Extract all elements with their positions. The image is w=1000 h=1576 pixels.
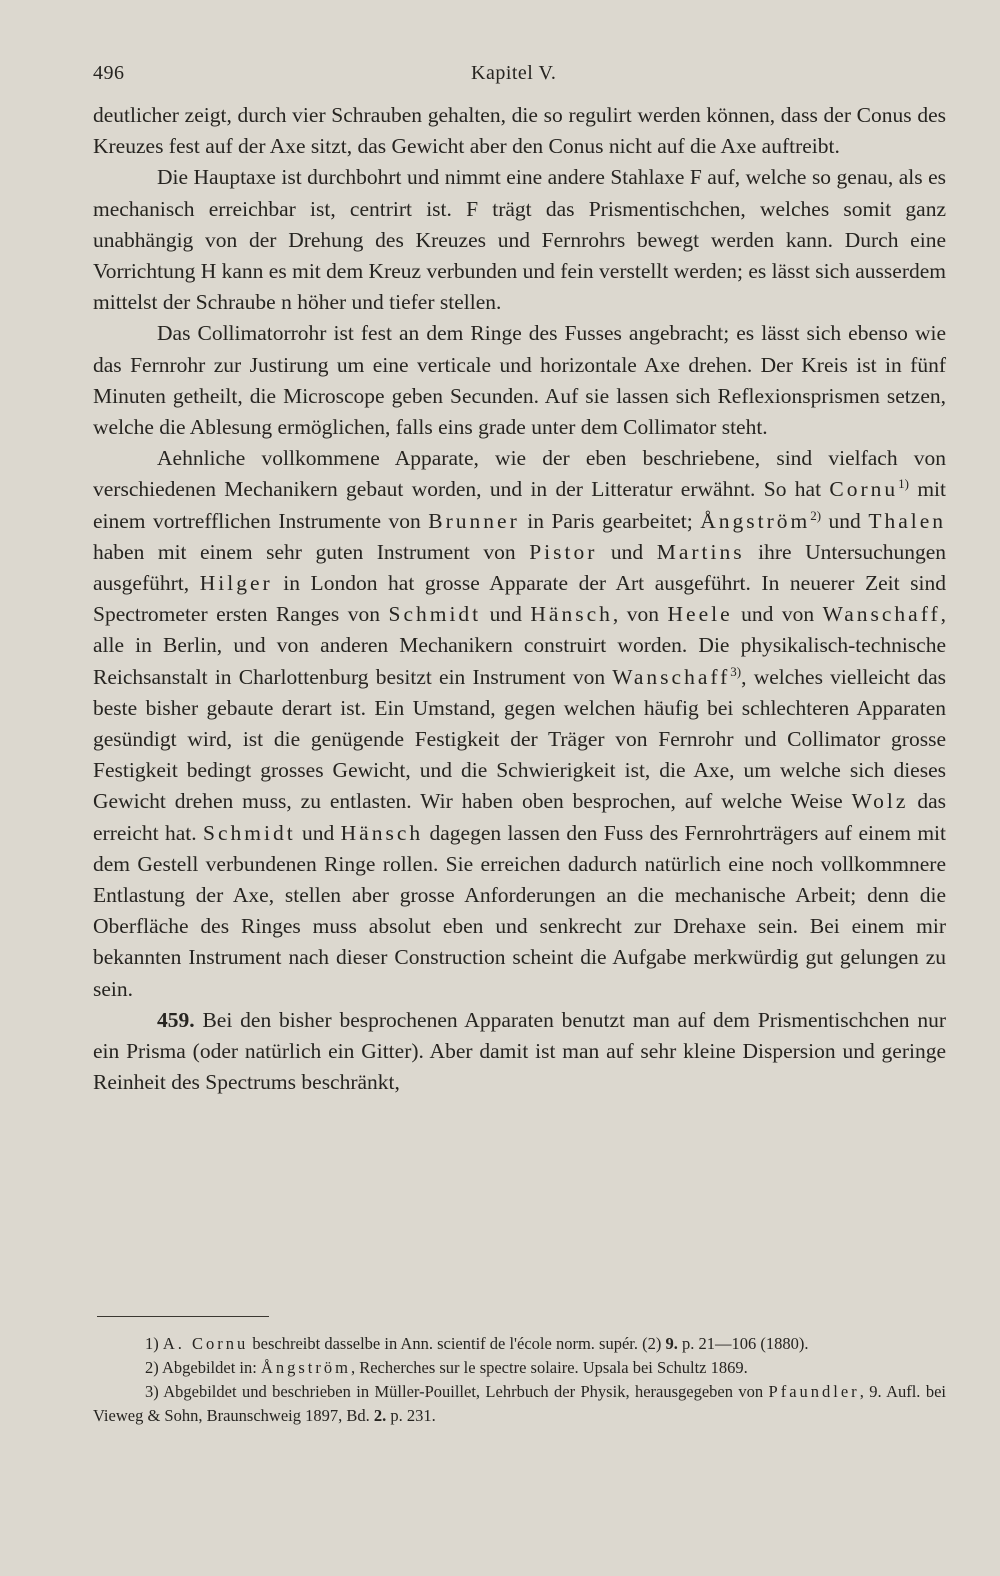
footnote-divider (97, 1316, 269, 1317)
footnote-mark: 1) (145, 1334, 159, 1353)
text-run: in Paris gearbeitet; (519, 508, 701, 533)
text-run: mit einem vortrefflichen Instrumente von (93, 477, 947, 533)
footnote-mark: 2) (145, 1358, 159, 1377)
text-run: dagegen lassen den Fuss des Fernrohrträgers auf einem mit dem Gestell verbundenen Ringe rollen. Sie erreichen dadurch natürlich eine noch vollkommnere Entlastung der Axe, stellen aber grosse Anforderungen an die mechanische Arbeit; denn die Oberfläche des Ringes muss absolut eben und senkrecht zur Drehaxe sein. Bei einem mir bekannten Instrument nach dieser Construction scheint die Aufgabe merkwürdig gut gelungen zu sein. (93, 820, 946, 1001)
text-run: Abgebildet in: (158, 1358, 261, 1377)
page-header (93, 56, 943, 90)
footnote-mark: 3) (145, 1382, 159, 1401)
person-name: Hänsch (530, 602, 613, 627)
text-run: p. 21—106 (1880). (677, 1334, 809, 1353)
footnote-ref: 2) (810, 507, 822, 523)
text-run: und (597, 539, 657, 564)
paragraph-5 (93, 1005, 946, 1099)
person-name: Schmidt (388, 602, 482, 627)
text-run: , Recherches sur le spectre solaire. Upsala bei Schultz 1869. (350, 1358, 748, 1377)
text-run: Abgebildet und beschrieben in Müller-Pouillet, Lehrbuch der Physik, herausgegeben von (158, 1382, 769, 1401)
text-run: , 9. Aufl. bei Vieweg & Sohn, Braunschweig 1897, Bd. (93, 1382, 946, 1425)
text-run: das erreicht hat. (93, 789, 946, 845)
footnote-3 (93, 1380, 946, 1428)
person-name: Pistor (529, 539, 598, 564)
text-run: Aehnliche vollkommene Apparate, wie der eben beschriebene, sind vielfach von verschiedenen Mechanikern gebaut worden, und in der Litteratur erwähnt. So hat (93, 446, 946, 502)
person-name: Schmidt (203, 820, 296, 845)
text-run: haben mit einem sehr guten Instrument von (93, 539, 530, 564)
paragraph-4 (93, 443, 946, 1005)
text-run: und (295, 820, 341, 845)
person-name: Martins (656, 539, 745, 564)
person-name: Wanschaff (822, 602, 941, 627)
paragraph-2: Die Hauptaxe ist durchbohrt und nimmt eine andere Stahlaxe F auf, welche so genau, als es mechanisch erreichbar ist, centrirt ist. F trägt das Prismentischchen, welches somit ganz unabhängig von der Drehung des Kreuzes und Fernrohrs bewegt werden kann. Durch eine Vorrichtung H kann es mit dem Kreuz verbunden und fein verstellt werden; es lässt sich ausserdem mittelst der Schraube n höher und tiefer stellen. (93, 165, 946, 315)
text-run: , welches vielleicht das beste bisher gebaute derart ist. Ein Umstand, gegen welchen häufig bei schlechteren Apparaten gesündigt wird, ist die genügende Festigkeit der Träger von Fernrohr und Collimator grosse Festigkeit bedingt grosses Gewicht, und die Schwierigkeit ist, die Axe, um welche sich dieses Gewicht drehen muss, zu entlasten. Wir haben oben besprochen, auf welche Weise (93, 664, 946, 814)
person-name: Ångström (700, 508, 811, 533)
person-name: A. Cornu (162, 1334, 249, 1353)
page-number: 496 (93, 62, 125, 84)
text-run: beschreibt dasselbe in Ann. scientif de l'école norm. supér. (2) (248, 1334, 666, 1353)
paragraph-3: Das Collimatorrohr ist fest an dem Ringe des Fusses angebracht; es lässt sich ebenso wie das Fernrohr zur Justirung um eine verticale und horizontale Axe drehen. Der Kreis ist in fünf Minuten getheilt, die Microscope geben Secunden. Auf sie lassen sich Reflexionsprismen setzen, welche die Ablesung ermöglichen, falls eins grade unter dem Collimator steht. (93, 321, 946, 440)
running-title: Kapitel V. (471, 62, 557, 84)
person-name: Ångström (260, 1358, 351, 1377)
footnote-ref: 3) (730, 663, 742, 679)
footnote-1 (93, 1332, 946, 1356)
footnote-2 (93, 1356, 946, 1380)
footnotes (93, 1332, 946, 1428)
text-run: Bei den bisher besprochenen Apparaten benutzt man auf dem Prismentischchen nur ein Prisma (oder natürlich ein Gitter). Aber damit ist man auf sehr kleine Dispersion und geringe Reinheit des Spectrums beschränkt, (93, 1007, 946, 1095)
person-name: Heele (667, 602, 733, 627)
text-run: p. 231. (386, 1406, 436, 1425)
person-name: Hänsch (340, 820, 424, 845)
text-run: ihre Untersuchungen ausgeführt, (93, 539, 946, 596)
person-name: Thalen (868, 508, 947, 533)
person-name: Wanschaff (612, 664, 731, 689)
paragraph-1: deutlicher zeigt, durch vier Schrauben gehalten, die so regulirt werden können, dass der Conus des Kreuzes fest auf der Axe sitzt, das Gewicht aber den Conus nicht auf die Axe auftreibt. (93, 103, 946, 159)
footnote-ref: 1) (898, 476, 909, 492)
person-name: Pfaundler (768, 1382, 860, 1401)
text-run: und von (732, 602, 823, 627)
text-run: und (481, 602, 531, 627)
person-name: Wolz (851, 789, 909, 814)
volume-number: 9. (665, 1334, 678, 1353)
text-run: und (821, 508, 869, 533)
body-text (93, 100, 946, 1099)
text-run: , alle in Berlin, und von anderen Mechanikern construirt worden. Die physikalisch-technische Reichsanstalt in Charlottenburg besitzt ein Instrument von (93, 602, 947, 689)
person-name: Cornu (829, 477, 899, 502)
text-run: , von (612, 602, 668, 627)
volume-number: 2. (373, 1406, 387, 1425)
person-name: Brunner (428, 508, 520, 533)
text-run: in London hat grosse Apparate der Art ausgeführt. In neuerer Zeit sind Spectrometer ersten Ranges von (93, 571, 946, 627)
section-number: 459. (157, 1007, 195, 1032)
person-name: Hilger (199, 571, 273, 596)
